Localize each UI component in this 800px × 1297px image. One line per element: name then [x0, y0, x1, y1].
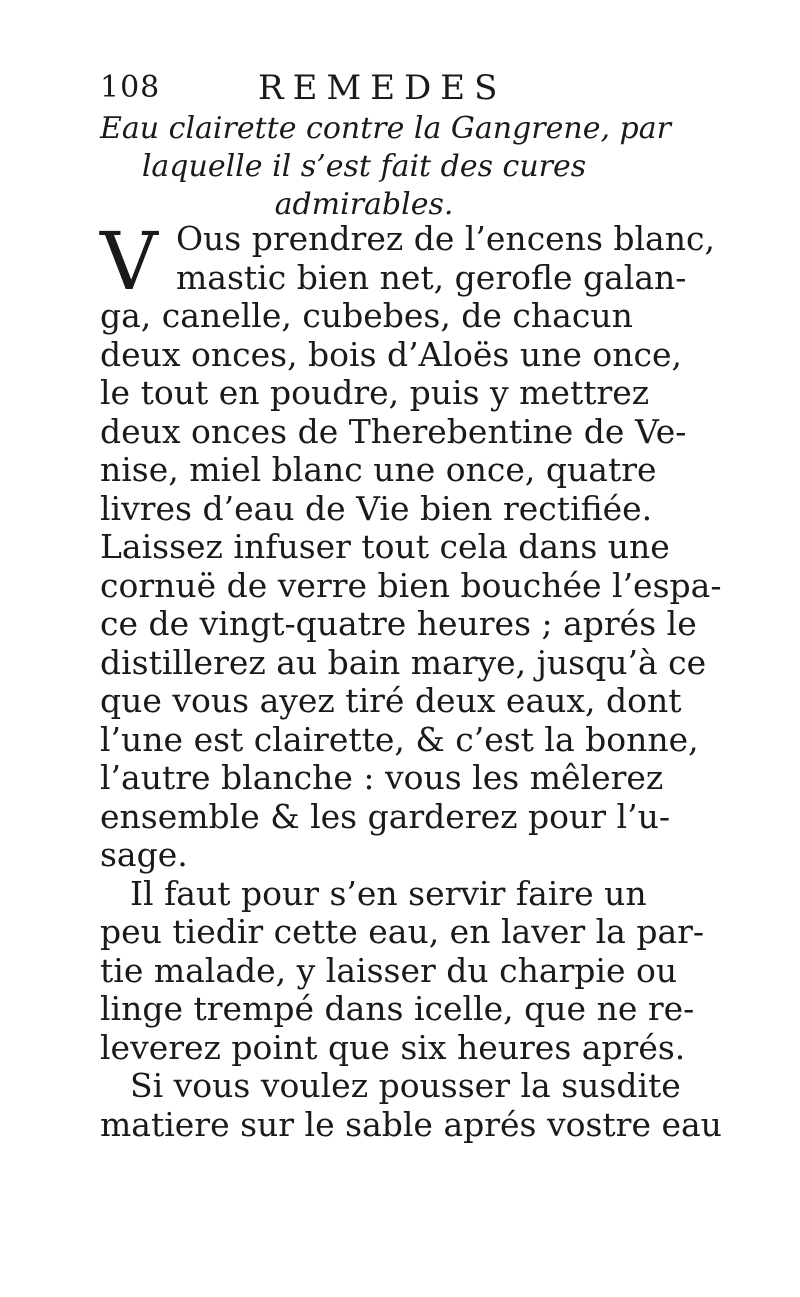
running-head [100, 66, 620, 110]
text-line: le tout en poudre, puis y mettrez [100, 373, 650, 412]
text-line: Ous prendrez de l’encens blanc, [176, 219, 715, 258]
text-line: tie malade, y laisser du charpie ou [100, 950, 678, 990]
text-line: ce de vingt-quatre heures ; aprés le [100, 604, 697, 643]
text-line: distillerez au bain marye, jusqu’à ce [100, 642, 707, 682]
text-line: ga, canelle, cubebes, de chacun [100, 296, 633, 335]
heading-line: Eau clairette contre la Gangrene, par [100, 111, 671, 146]
text-line: sage. [100, 835, 188, 874]
drop-cap: V [100, 215, 158, 308]
page-number: 108 [100, 70, 161, 105]
text-line: Il faut pour s’en servir faire un [130, 873, 647, 913]
text-line: linge trempé dans icelle, que ne re- [100, 989, 695, 1028]
text-line: deux onces, bois d’Aloës une once, [100, 334, 682, 374]
text-line: Laissez infuser tout cela dans une [100, 527, 670, 566]
text-line: nise, miel blanc une once, quatre [100, 450, 657, 489]
text-line: l’une est clairette, & c’est la bonne, [100, 719, 699, 759]
text-line: que vous ayez tiré deux eaux, dont [100, 681, 682, 720]
text-line: matiere sur le sable aprés vostre eau [100, 1104, 722, 1144]
section-heading [100, 110, 671, 224]
text-line: cornuë de verre bien bouchée l’espa- [100, 565, 722, 605]
text-line: livres d’eau de Vie bien rectifiée. [100, 488, 653, 528]
text-line: Si vous voulez pousser la susdite [130, 1066, 681, 1105]
text-line: ensemble & les garderez pour l’u- [100, 796, 670, 836]
heading-line: laquelle il s’est fait des cures [141, 149, 587, 184]
text-line: deux onces de Therebentine de Ve- [100, 411, 687, 451]
text-line: l’autre blanche : vous les mêlerez [100, 758, 664, 797]
body-text [100, 215, 722, 1144]
running-title: REMEDES [258, 68, 507, 108]
text-line: leverez point que six heures aprés. [100, 1027, 686, 1067]
heading-line: admirables. [274, 187, 454, 222]
text-line: mastic bien net, gerofle galan- [176, 257, 687, 297]
text-line: peu tiedir cette eau, en laver la par- [100, 912, 705, 951]
